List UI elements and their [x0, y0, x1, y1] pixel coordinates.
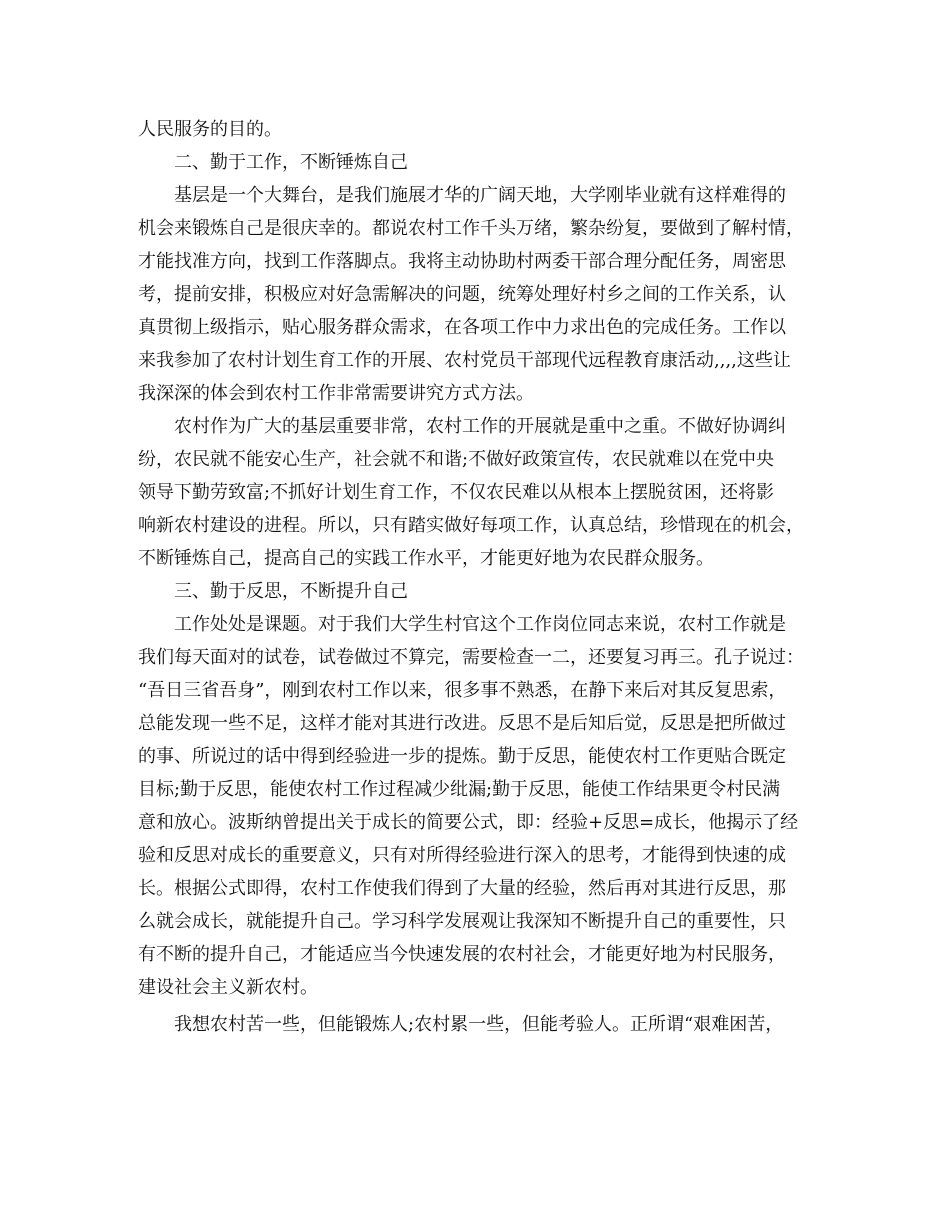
- section-heading: 三、勤于反思，不断提升自己: [174, 581, 408, 602]
- paragraph-line: 长。根据公式即得，农村工作使我们得到了大量的经验，然后再对其进行反思，那: [138, 878, 786, 899]
- paragraph-line: 么就会成长，就能提升自己。学习科学发展观让我深知不断提升自己的重要性，只: [138, 911, 786, 932]
- paragraph-line: 验和反思对成长的重要意义，只有对所得经验进行深入的思考，才能得到快速的成: [138, 845, 786, 866]
- paragraph-line: 来我参加了农村计划生育工作的开展、农村党员干部现代远程教育康活动,,,,这些让: [138, 350, 791, 371]
- document-page: [138, 113, 822, 1041]
- paragraph-line: 农村作为广大的基层重要非常，农村工作的开展就是重中之重。不做好协调纠: [174, 416, 786, 437]
- paragraph-line: 才能找准方向，找到工作落脚点。我将主动协助村两委干部合理分配任务，周密思: [138, 251, 786, 272]
- paragraph-line: 基层是一个大舞台，是我们施展才华的广阔天地，大学刚毕业就有这样难得的: [174, 185, 786, 206]
- paragraph-line: 我们每天面对的试卷，试卷做过不算完，需要检查一二，还要复习再三。孔子说过：: [138, 647, 804, 668]
- paragraph-line: 有不断的提升自己，才能适应当今快速发展的农村社会，才能更好地为村民服务，: [138, 944, 786, 965]
- section-heading: 二、勤于工作，不断锤炼自己: [174, 152, 408, 173]
- paragraph-line: 目标;勤于反思，能使农村工作过程减少纰漏;勤于反思，能使工作结果更令村民满: [138, 779, 781, 800]
- paragraph-line: 总能发现一些不足，这样才能对其进行改进。反思不是后知后觉，反思是把所做过: [138, 713, 786, 734]
- paragraph-line: 机会来锻炼自己是很庆幸的。都说农村工作千头万绪，繁杂纷复，要做到了解村情，: [138, 218, 804, 239]
- paragraph-line: 不断锤炼自己，提高自己的实践工作水平，才能更好地为农民群众服务。: [138, 548, 714, 569]
- paragraph-line: 纷，农民就不能安心生产，社会就不和谐;不做好政策宣传，农民就难以在党中央: [138, 449, 775, 470]
- paragraph-line: 我深深的体会到农村工作非常需要讲究方式方法。: [138, 383, 534, 404]
- paragraph-line: 意和放心。波斯纳曾提出关于成长的简要公式，即：经验+反思=成长，他揭示了经: [138, 812, 799, 833]
- paragraph-line: “吾日三省吾身”，刚到农村工作以来，很多事不熟悉，在静下来后对其反复思索，: [138, 680, 787, 701]
- paragraph-line: 人民服务的目的。: [138, 119, 282, 140]
- paragraph-line: 响新农村建设的进程。所以，只有踏实做好每项工作，认真总结，珍惜现在的机会，: [138, 515, 804, 536]
- paragraph-line: 建设社会主义新农村。: [138, 977, 318, 998]
- paragraph-line: 领导下勤劳致富;不抓好计划生育工作，不仅农民难以从根本上摆脱贫困，还将影: [138, 482, 775, 503]
- paragraph-line: 工作处处是课题。对于我们大学生村官这个工作岗位同志来说，农村工作就是: [174, 614, 786, 635]
- paragraph-line: 真贯彻上级指示，贴心服务群众需求，在各项工作中力求出色的完成任务。工作以: [138, 317, 786, 338]
- paragraph-line: 考，提前安排，积极应对好急需解决的问题，统筹处理好村乡之间的工作关系，认: [138, 284, 786, 305]
- paragraph-line: 的事、所说过的话中得到经验进一步的提炼。勤于反思，能使农村工作更贴合既定: [138, 746, 786, 767]
- paragraph-line: 我想农村苦一些，但能锻炼人;农村累一些，但能考验人。正所谓“艰难困苦，: [174, 1014, 784, 1035]
